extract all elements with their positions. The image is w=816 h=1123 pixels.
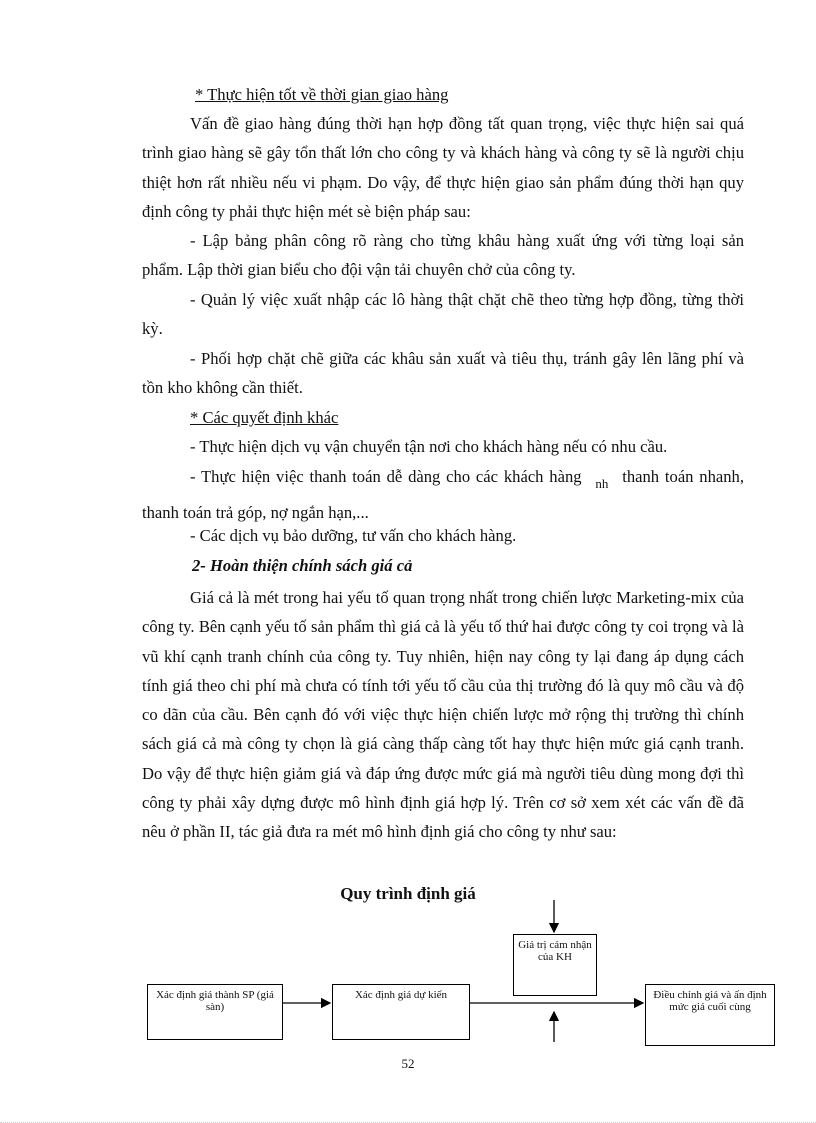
box-customer-value-label: Giá trị cảm nhận của KH [518,939,592,963]
page-number: 52 [401,1056,415,1071]
box-cost-price-label: Xác định giá thành SP (giá sàn) [156,989,274,1013]
delivery-paragraph: Vấn đề giao hàng đúng thời hạn hợp đồng tất quan trọng, việc thực hiện sai quá trình giao hàng sẽ gây tổn thất lớn cho công ty và khách hàng và công ty sẽ là người chịu thiệt hơn rất nhiều nếu vi phạm. Do vậy, để thực hiện giao sản phẩm đúng thời hạn quy định công ty phải thực hiện mét sè biện pháp sau: [142,114,744,221]
delivery-item-1: - Lập bảng phân công rõ ràng cho từng khâu hàng xuất ứng với từng loại sản phẩm. Lập thời gian biểu cho đội vận tải chuyên chở của công ty. [142,231,744,280]
delivery-heading: * Thực hiện tốt về thời gian giao hàng [195,85,449,104]
pricing-paragraph: Giá cả là mét trong hai yếu tố quan trọng nhất trong chiến lược Marketing-mix của công ty. Bên cạnh yếu tố sản phẩm thì giá cả là yếu tố thứ hai được công ty coi trọng và là vũ khí cạnh tranh chính của công ty. Tuy nhiên, hiện nay công ty lại đang áp dụng cách tính giá theo chi phí mà chưa có tính tới yếu tố cầu của thị trường đó là quy mô cầu và độ co dãn của cầu. Bên cạnh đó với việc thực hiện chiến lược mở rộng thị trường thì chính sách giá cả mà công ty chọn là giá càng thấp càng tốt hay thực hiện mức giá cạnh tranh. Do vậy để thực hiện giảm giá và đáp ứng được mức giá mà người tiêu dùng mong đợi thì công ty phải xây dựng được mô hình định giá hợp lý. Trên cơ sở xem xét các vấn đề đã nêu ở phần II, tác giả đưa ra mét mô hình định giá cho công ty như sau: [142,588,744,842]
box-expected-price-label: Xác định giá dự kiến [354,989,448,1001]
other-item-2-end: thanh toán nhanh, thanh toán trả góp, nợ ngắn hạn,... [142,467,744,523]
delivery-item-3: - Phối hợp chặt chẽ giữa các khâu sản xuất và tiêu thụ, tránh gây lên lãng phí và tồn kho không cần thiết. [142,349,744,398]
pricing-heading: 2- Hoàn thiện chính sách giá cả [192,556,413,575]
other-item-3: - Các dịch vụ bảo dưỡng, tư vấn cho khách hàng. [190,526,517,545]
other-item-2-start: - Thực hiện việc thanh toán dễ dàng cho các khách hàng [190,467,582,486]
diagram-title: Quy trình định giá [340,884,476,903]
other-item-2-subscript: nh [595,476,609,491]
other-decisions-heading: * Các quyết định khác [190,408,339,427]
box-final-price-label: Điều chỉnh giá và ấn định mức giá cuối cùng [653,989,767,1013]
delivery-item-2: - Quản lý việc xuất nhập các lô hàng thật chặt chẽ theo từng hợp đồng, từng thời kỳ. [142,290,744,339]
other-item-1: - Thực hiện dịch vụ vận chuyển tận nơi cho khách hàng nếu có nhu cầu. [190,437,668,456]
